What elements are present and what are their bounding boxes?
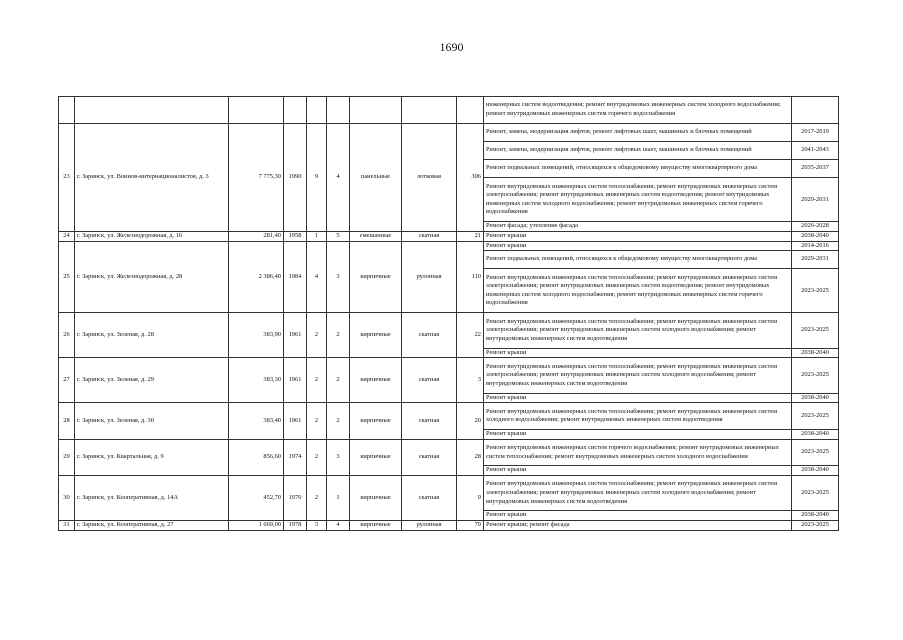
house-walls xyxy=(350,97,402,124)
repair-period: 2029-2031 xyxy=(792,178,839,222)
repair-period: 2038-2040 xyxy=(792,231,839,241)
repair-work: Ремонт внутридомовых инженерных систем теплоснабжения; ремонт внутридомовых инженерных систем электроснабжения; ремонт внутридомовых инженерных систем холодного водоснабжения; ремонт внутридомовых инженерных систем водоотведения xyxy=(484,476,792,511)
repair-work: Ремонт крыши xyxy=(484,348,792,358)
house-residents: 3 xyxy=(457,358,484,403)
repair-period: 2023-2025 xyxy=(792,476,839,511)
house-roof: рулонная xyxy=(402,521,457,531)
house-walls: кирпичные xyxy=(350,358,402,403)
house-year: 1958 xyxy=(284,231,307,241)
house-walls: кирпичные xyxy=(350,241,402,313)
repair-work: Ремонт крыши xyxy=(484,241,792,251)
house-number: 26 xyxy=(59,313,75,358)
house-area xyxy=(229,97,284,124)
repair-period: 2023-2025 xyxy=(792,403,839,430)
house-address: г. Заринск, ул. Кооперативная, д. 27 xyxy=(75,521,229,531)
house-entrances: 1 xyxy=(327,476,350,521)
house-area: 2 386,40 xyxy=(229,241,284,313)
table-body xyxy=(59,97,839,531)
house-entrances: 2 xyxy=(327,403,350,439)
house-walls: кирпичные xyxy=(350,313,402,358)
table-row xyxy=(59,439,839,466)
house-walls: кирпичные xyxy=(350,439,402,475)
house-roof: рулонная xyxy=(402,241,457,313)
house-floors xyxy=(307,97,327,124)
house-walls: кирпичные xyxy=(350,476,402,521)
repair-work: Ремонт крыши xyxy=(484,231,792,241)
house-floors: 3 xyxy=(307,521,327,531)
house-floors: 2 xyxy=(307,476,327,521)
house-area: 383,30 xyxy=(229,358,284,403)
house-roof: лотковая xyxy=(402,123,457,231)
house-year: 1970 xyxy=(284,476,307,521)
house-roof: скатная xyxy=(402,403,457,439)
house-entrances: 4 xyxy=(327,521,350,531)
repair-work: Ремонт, замена, модернизация лифтов, ремонт лифтовых шахт, машинных и блочных помещений xyxy=(484,123,792,141)
house-walls: панельные xyxy=(350,123,402,231)
repair-work: инженерных систем водоотведения; ремонт внутридомовых инженерных систем холодного водоснабжения; ремонт внутридомовых инженерных систем горячего водоснабжения xyxy=(484,97,792,124)
house-address: г. Заринск, ул. Зеленая, д. 30 xyxy=(75,403,229,439)
house-number: 29 xyxy=(59,439,75,475)
house-area: 856,60 xyxy=(229,439,284,475)
house-residents: 79 xyxy=(457,521,484,531)
capital-repair-table xyxy=(58,96,839,531)
repair-work: Ремонт внутридомовых инженерных систем теплоснабжения; ремонт внутридомовых инженерных систем электроснабжения; ремонт внутридомовых инженерных систем водоотведения; ремонт внутридомовых инженерных систем холодного водоснабжения; ремонт внутридомовых инженерных систем горячего водоснабжения xyxy=(484,178,792,222)
house-floors: 1 xyxy=(307,231,327,241)
repair-work: Ремонт крыши xyxy=(484,430,792,440)
house-address: г. Заринск, ул. Кооперативная, д. 14А xyxy=(75,476,229,521)
repair-work: Ремонт крыши xyxy=(484,393,792,403)
house-floors: 2 xyxy=(307,313,327,358)
repair-period: 2023-2025 xyxy=(792,269,839,313)
table-row xyxy=(59,97,839,124)
house-residents: 20 xyxy=(457,403,484,439)
table-row xyxy=(59,313,839,348)
repair-period: 2023-2025 xyxy=(792,439,839,466)
repair-work: Ремонт внутридомовых инженерных систем теплоснабжения; ремонт внутридомовых инженерных систем электроснабжения; ремонт внутридомовых инженерных систем холодного водоснабжения; ремонт внутридомовых инженерных систем водоотведения xyxy=(484,358,792,393)
house-area: 7 775,30 xyxy=(229,123,284,231)
house-year: 1961 xyxy=(284,313,307,358)
repair-period: 2023-2025 xyxy=(792,521,839,531)
repair-work: Ремонт внутридомовых инженерных систем теплоснабжения; ремонт внутридомовых инженерных систем электроснабжения; ремонт внутридомовых инженерных систем холодного водоснабжения; ремонт внутридомовых инженерных систем водоотведения xyxy=(484,313,792,348)
repair-period: 2038-2040 xyxy=(792,466,839,476)
repair-period: 2017-2019 xyxy=(792,123,839,141)
house-address: г. Заринск, ул. Железнодорожная, д. 16 xyxy=(75,231,229,241)
repair-period: 2014-2016 xyxy=(792,241,839,251)
repair-work: Ремонт внутридомовых инженерных систем теплоснабжения; ремонт внутридомовых инженерных систем электроснабжения; ремонт внутридомовых инженерных систем водоотведения; ремонт внутридомовых инженерных систем холодного водоснабжения; ремонт внутридомовых инженерных систем горячего водоснабжения xyxy=(484,269,792,313)
repair-period: 2023-2025 xyxy=(792,358,839,393)
repair-period: 2029-2031 xyxy=(792,251,839,269)
house-entrances: 4 xyxy=(327,123,350,231)
house-residents: 21 xyxy=(457,231,484,241)
house-number: 25 xyxy=(59,241,75,313)
house-year: 1961 xyxy=(284,403,307,439)
house-roof xyxy=(402,97,457,124)
table-row xyxy=(59,241,839,251)
house-year: 1974 xyxy=(284,439,307,475)
repair-work: Ремонт внутридомовых инженерных систем горячего водоснабжения; ремонт внутридомовых инженерных систем теплоснабжения; ремонт внутридомовых инженерных систем холодного водоснабжения xyxy=(484,439,792,466)
house-residents: 306 xyxy=(457,123,484,231)
house-entrances: 2 xyxy=(327,358,350,403)
table-row xyxy=(59,358,839,393)
house-area: 1 669,00 xyxy=(229,521,284,531)
house-entrances: 2 xyxy=(327,313,350,358)
house-address: г. Заринск, ул. Зеленая, д. 28 xyxy=(75,313,229,358)
house-number: 31 xyxy=(59,521,75,531)
house-number: 28 xyxy=(59,403,75,439)
house-number: 30 xyxy=(59,476,75,521)
repair-work: Ремонт фасада; утепление фасада xyxy=(484,222,792,232)
house-floors: 9 xyxy=(307,123,327,231)
house-walls: смешанные xyxy=(350,231,402,241)
house-residents: 110 xyxy=(457,241,484,313)
table-row xyxy=(59,403,839,430)
house-number xyxy=(59,97,75,124)
table-row xyxy=(59,123,839,141)
repair-period: 2038-2040 xyxy=(792,430,839,440)
house-area: 281,40 xyxy=(229,231,284,241)
house-year: 1990 xyxy=(284,123,307,231)
house-year: 1984 xyxy=(284,241,307,313)
repair-work: Ремонт крыши; ремонт фасада xyxy=(484,521,792,531)
house-roof: скатная xyxy=(402,231,457,241)
repair-work: Ремонт подвальных помещений, относящихся к общедомовому имуществу многоквартирного дома xyxy=(484,160,792,178)
house-roof: скатная xyxy=(402,313,457,358)
house-roof: скатная xyxy=(402,358,457,403)
house-year: 1961 xyxy=(284,358,307,403)
repair-period: 2035-2037 xyxy=(792,160,839,178)
repair-work: Ремонт крыши xyxy=(484,466,792,476)
house-year: 1978 xyxy=(284,521,307,531)
repair-work: Ремонт внутридомовых инженерных систем теплоснабжения; ремонт внутридомовых инженерных систем холодного водоснабжения; ремонт внутридомовых инженерных систем водоотведения xyxy=(484,403,792,430)
repair-work: Ремонт, замена, модернизация лифтов, ремонт лифтовых шахт, машинных и блочных помещений xyxy=(484,141,792,159)
house-area: 383,40 xyxy=(229,403,284,439)
house-address: г. Заринск, ул. Воинов-интернационалистов, д. 3 xyxy=(75,123,229,231)
house-roof: скатная xyxy=(402,476,457,521)
house-residents: 28 xyxy=(457,439,484,475)
house-entrances: 3 xyxy=(327,439,350,475)
house-number: 24 xyxy=(59,231,75,241)
house-address: г. Заринск, ул. Железнодорожная, д. 28 xyxy=(75,241,229,313)
house-address: г. Заринск, ул. Зеленая, д. 29 xyxy=(75,358,229,403)
repair-period: 2038-2040 xyxy=(792,348,839,358)
house-entrances xyxy=(327,97,350,124)
house-area: 452,70 xyxy=(229,476,284,521)
repair-period: 2041-2043 xyxy=(792,141,839,159)
house-address: г. Заринск, ул. Квартальная, д. 9 xyxy=(75,439,229,475)
table-row xyxy=(59,231,839,241)
house-address xyxy=(75,97,229,124)
house-walls: кирпичные xyxy=(350,521,402,531)
repair-period xyxy=(792,97,839,124)
repair-period: 2038-2040 xyxy=(792,393,839,403)
house-floors: 4 xyxy=(307,241,327,313)
table-row xyxy=(59,521,839,531)
house-residents: 22 xyxy=(457,313,484,358)
house-walls: кирпичные xyxy=(350,403,402,439)
repair-work: Ремонт подвальных помещений, относящихся к общедомовому имуществу многоквартирного дома xyxy=(484,251,792,269)
repair-period: 2026-2028 xyxy=(792,222,839,232)
repair-work: Ремонт крыши xyxy=(484,511,792,521)
house-entrances: 3 xyxy=(327,241,350,313)
table-row xyxy=(59,476,839,511)
house-residents: 9 xyxy=(457,476,484,521)
house-residents xyxy=(457,97,484,124)
house-number: 27 xyxy=(59,358,75,403)
house-year xyxy=(284,97,307,124)
house-entrances: 5 xyxy=(327,231,350,241)
page-number: 1690 xyxy=(439,40,464,54)
repair-period: 2038-2040 xyxy=(792,511,839,521)
house-area: 383,90 xyxy=(229,313,284,358)
house-floors: 2 xyxy=(307,439,327,475)
repair-period: 2023-2025 xyxy=(792,313,839,348)
house-roof: скатная xyxy=(402,439,457,475)
house-floors: 2 xyxy=(307,403,327,439)
house-number: 23 xyxy=(59,123,75,231)
house-floors: 2 xyxy=(307,358,327,403)
